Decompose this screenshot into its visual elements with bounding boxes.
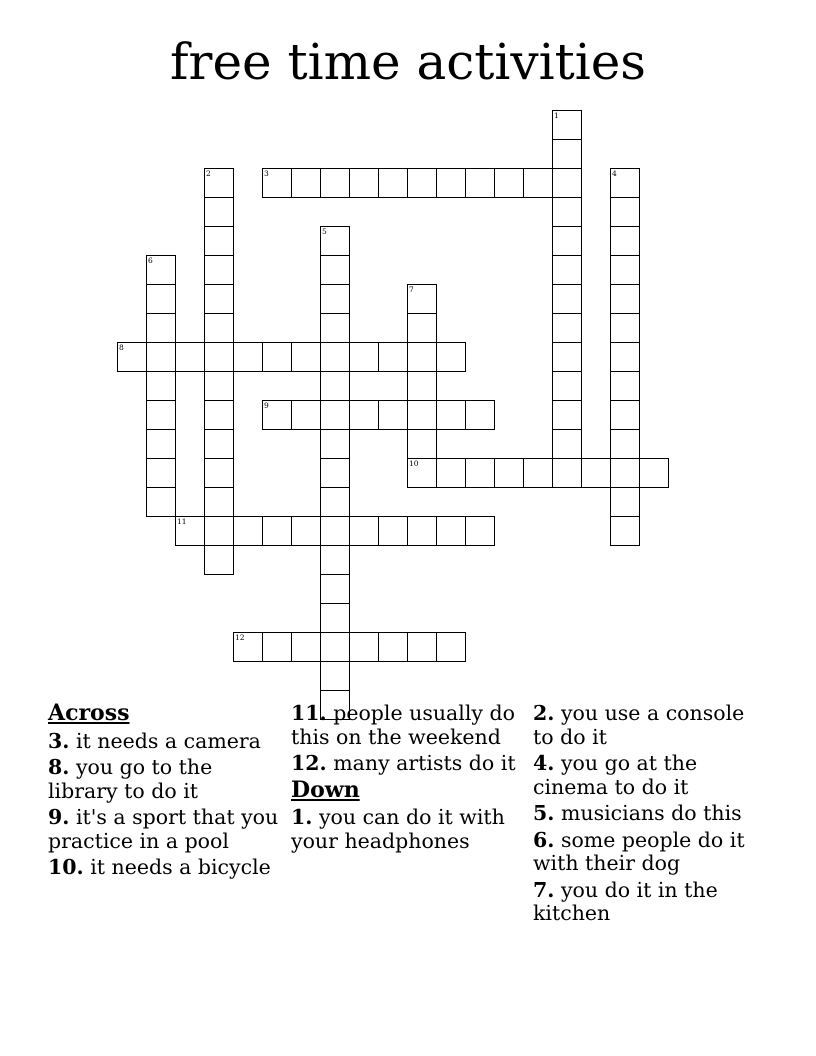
grid-cell[interactable] bbox=[436, 168, 466, 198]
grid-cell[interactable] bbox=[610, 400, 640, 430]
grid-cell[interactable] bbox=[320, 516, 350, 546]
grid-cell[interactable] bbox=[407, 400, 437, 430]
clue-number: 9 bbox=[264, 401, 269, 410]
grid-cell[interactable] bbox=[581, 458, 611, 488]
clue-down-1: 1. you can do it with your headphones bbox=[291, 805, 505, 853]
grid-cell[interactable] bbox=[146, 313, 176, 343]
grid-cell[interactable] bbox=[523, 168, 553, 198]
grid-cell[interactable] bbox=[146, 487, 176, 517]
grid-cell[interactable] bbox=[407, 516, 437, 546]
clue-down-5: 5. musicians do this bbox=[533, 801, 742, 825]
grid-cell[interactable] bbox=[204, 429, 234, 459]
grid-cell[interactable] bbox=[146, 400, 176, 430]
grid-cell[interactable] bbox=[552, 255, 582, 285]
grid-cell[interactable] bbox=[262, 632, 292, 662]
grid-cell[interactable] bbox=[552, 139, 582, 169]
clue-number: 4 bbox=[612, 169, 617, 178]
grid-cell[interactable] bbox=[204, 458, 234, 488]
grid-cell[interactable] bbox=[146, 458, 176, 488]
grid-cell[interactable] bbox=[204, 255, 234, 285]
clue-down-6: 6. some people do it with their dog bbox=[533, 827, 745, 875]
grid-cell[interactable] bbox=[552, 371, 582, 401]
grid-cell[interactable] bbox=[175, 516, 205, 546]
grid-cell[interactable] bbox=[204, 400, 234, 430]
grid-cell[interactable] bbox=[552, 226, 582, 256]
grid-cell[interactable] bbox=[465, 516, 495, 546]
grid-cell[interactable] bbox=[436, 516, 466, 546]
grid-cell[interactable] bbox=[494, 458, 524, 488]
clue-number: 6 bbox=[148, 256, 153, 265]
grid-cell[interactable] bbox=[320, 487, 350, 517]
grid-cell[interactable] bbox=[291, 168, 321, 198]
clues-column-1 bbox=[48, 702, 288, 883]
grid-cell[interactable] bbox=[320, 255, 350, 285]
grid-cell[interactable] bbox=[436, 342, 466, 372]
grid-cell[interactable] bbox=[262, 168, 292, 198]
clue-across-3: 3. it needs a camera bbox=[48, 728, 261, 753]
grid-cell[interactable] bbox=[610, 342, 640, 372]
grid-cell[interactable] bbox=[320, 429, 350, 459]
grid-cell[interactable] bbox=[610, 197, 640, 227]
down-heading: Down bbox=[291, 776, 360, 803]
grid-cell[interactable] bbox=[552, 313, 582, 343]
grid-cell[interactable] bbox=[610, 255, 640, 285]
clue-across-8: 8. you go to the library to do it bbox=[48, 755, 213, 803]
grid-cell[interactable] bbox=[320, 400, 350, 430]
grid-cell[interactable] bbox=[639, 458, 669, 488]
grid-cell[interactable] bbox=[233, 632, 263, 662]
grid-cell[interactable] bbox=[320, 313, 350, 343]
clue-number: 7 bbox=[409, 285, 414, 294]
clue-across-12: 12. many artists do it bbox=[291, 751, 516, 775]
grid-cell[interactable] bbox=[552, 168, 582, 198]
grid-cell[interactable] bbox=[320, 284, 350, 314]
grid-cell[interactable] bbox=[262, 342, 292, 372]
grid-cell[interactable] bbox=[407, 458, 437, 488]
clue-number: 5 bbox=[322, 227, 327, 236]
clue-across-10: 10. it needs a bicycle bbox=[48, 855, 271, 879]
grid-cell[interactable] bbox=[320, 226, 350, 256]
grid-cell[interactable] bbox=[407, 313, 437, 343]
grid-cell[interactable] bbox=[552, 458, 582, 488]
grid-cell[interactable] bbox=[117, 342, 147, 372]
grid-cell[interactable] bbox=[204, 284, 234, 314]
grid-cell[interactable] bbox=[610, 487, 640, 517]
grid-cell[interactable] bbox=[146, 429, 176, 459]
grid-cell[interactable] bbox=[291, 632, 321, 662]
grid-cell[interactable] bbox=[204, 371, 234, 401]
clue-number: 2 bbox=[206, 169, 211, 178]
grid-cell[interactable] bbox=[552, 400, 582, 430]
grid-cell[interactable] bbox=[407, 429, 437, 459]
grid-cell[interactable] bbox=[610, 429, 640, 459]
grid-cell[interactable] bbox=[320, 168, 350, 198]
grid-cell[interactable] bbox=[146, 255, 176, 285]
clue-number: 1 bbox=[554, 111, 559, 120]
grid-cell[interactable] bbox=[320, 661, 350, 691]
grid-cell[interactable] bbox=[552, 342, 582, 372]
grid-cell[interactable] bbox=[204, 197, 234, 227]
grid-cell[interactable] bbox=[349, 516, 379, 546]
clue-down-2: 2. you use a console to do it bbox=[533, 701, 745, 749]
grid-cell[interactable] bbox=[407, 371, 437, 401]
grid-cell[interactable] bbox=[610, 516, 640, 546]
grid-cell[interactable] bbox=[465, 168, 495, 198]
grid-cell[interactable] bbox=[146, 342, 176, 372]
grid-cell[interactable] bbox=[610, 284, 640, 314]
across-heading: Across bbox=[48, 700, 130, 726]
grid-cell[interactable] bbox=[407, 284, 437, 314]
grid-cell[interactable] bbox=[349, 632, 379, 662]
grid-cell[interactable] bbox=[262, 400, 292, 430]
grid-cell[interactable] bbox=[320, 574, 350, 604]
grid-cell[interactable] bbox=[320, 545, 350, 575]
grid-cell[interactable] bbox=[610, 168, 640, 198]
grid-cell[interactable] bbox=[465, 458, 495, 488]
grid-cell[interactable] bbox=[436, 400, 466, 430]
grid-cell[interactable] bbox=[494, 168, 524, 198]
puzzle-title: free time activities bbox=[170, 33, 646, 91]
grid-cell[interactable] bbox=[349, 342, 379, 372]
grid-cell[interactable] bbox=[610, 226, 640, 256]
clue-across-11: 11. people usually do this on the weekend bbox=[291, 701, 515, 749]
grid-cell[interactable] bbox=[204, 545, 234, 575]
grid-cell[interactable] bbox=[233, 342, 263, 372]
grid-cell[interactable] bbox=[204, 487, 234, 517]
clue-down-4: 4. you go at the cinema to do it bbox=[533, 751, 698, 799]
grid-cell[interactable] bbox=[320, 458, 350, 488]
grid-cell[interactable] bbox=[378, 400, 408, 430]
clue-down-7: 7. you do it in the kitchen bbox=[533, 877, 718, 925]
grid-cell[interactable] bbox=[204, 313, 234, 343]
clue-across-9: 9. it's a sport that you practice in a pool bbox=[48, 805, 279, 853]
grid-cell[interactable] bbox=[407, 632, 437, 662]
grid-cell[interactable] bbox=[436, 632, 466, 662]
grid-cell[interactable] bbox=[320, 342, 350, 372]
grid-cell[interactable] bbox=[291, 342, 321, 372]
grid-cell[interactable] bbox=[204, 342, 234, 372]
grid-cell[interactable] bbox=[407, 168, 437, 198]
clue-number: 3 bbox=[264, 169, 269, 178]
grid-cell[interactable] bbox=[465, 400, 495, 430]
grid-cell[interactable] bbox=[523, 458, 553, 488]
grid-cell[interactable] bbox=[146, 284, 176, 314]
grid-cell[interactable] bbox=[204, 168, 234, 198]
grid-cell[interactable] bbox=[146, 371, 176, 401]
grid-cell[interactable] bbox=[233, 516, 263, 546]
clue-number: 11 bbox=[177, 517, 187, 526]
grid-cell[interactable] bbox=[378, 516, 408, 546]
clue-number: 12 bbox=[235, 633, 245, 642]
grid-cell[interactable] bbox=[291, 400, 321, 430]
grid-cell[interactable] bbox=[204, 516, 234, 546]
grid-cell[interactable] bbox=[407, 342, 437, 372]
grid-cell[interactable] bbox=[610, 313, 640, 343]
grid-cell[interactable] bbox=[320, 603, 350, 633]
clue-number: 8 bbox=[119, 343, 124, 352]
clues-column-3 bbox=[533, 702, 758, 929]
grid-cell[interactable] bbox=[436, 458, 466, 488]
grid-cell[interactable] bbox=[552, 429, 582, 459]
grid-cell[interactable] bbox=[175, 342, 205, 372]
grid-cell[interactable] bbox=[552, 110, 582, 140]
grid-cell[interactable] bbox=[349, 168, 379, 198]
grid-cell[interactable] bbox=[320, 632, 350, 662]
grid-cell[interactable] bbox=[378, 632, 408, 662]
grid-cell[interactable] bbox=[378, 342, 408, 372]
grid-cell[interactable] bbox=[204, 226, 234, 256]
grid-cell[interactable] bbox=[320, 371, 350, 401]
grid-cell[interactable] bbox=[349, 400, 379, 430]
grid-cell[interactable] bbox=[262, 516, 292, 546]
grid-cell[interactable] bbox=[552, 197, 582, 227]
grid-cell[interactable] bbox=[552, 284, 582, 314]
clues-column-2 bbox=[291, 702, 516, 856]
grid-cell[interactable] bbox=[610, 458, 640, 488]
grid-cell[interactable] bbox=[378, 168, 408, 198]
grid-cell[interactable] bbox=[291, 516, 321, 546]
grid-cell[interactable] bbox=[610, 371, 640, 401]
clue-number: 10 bbox=[409, 459, 419, 468]
